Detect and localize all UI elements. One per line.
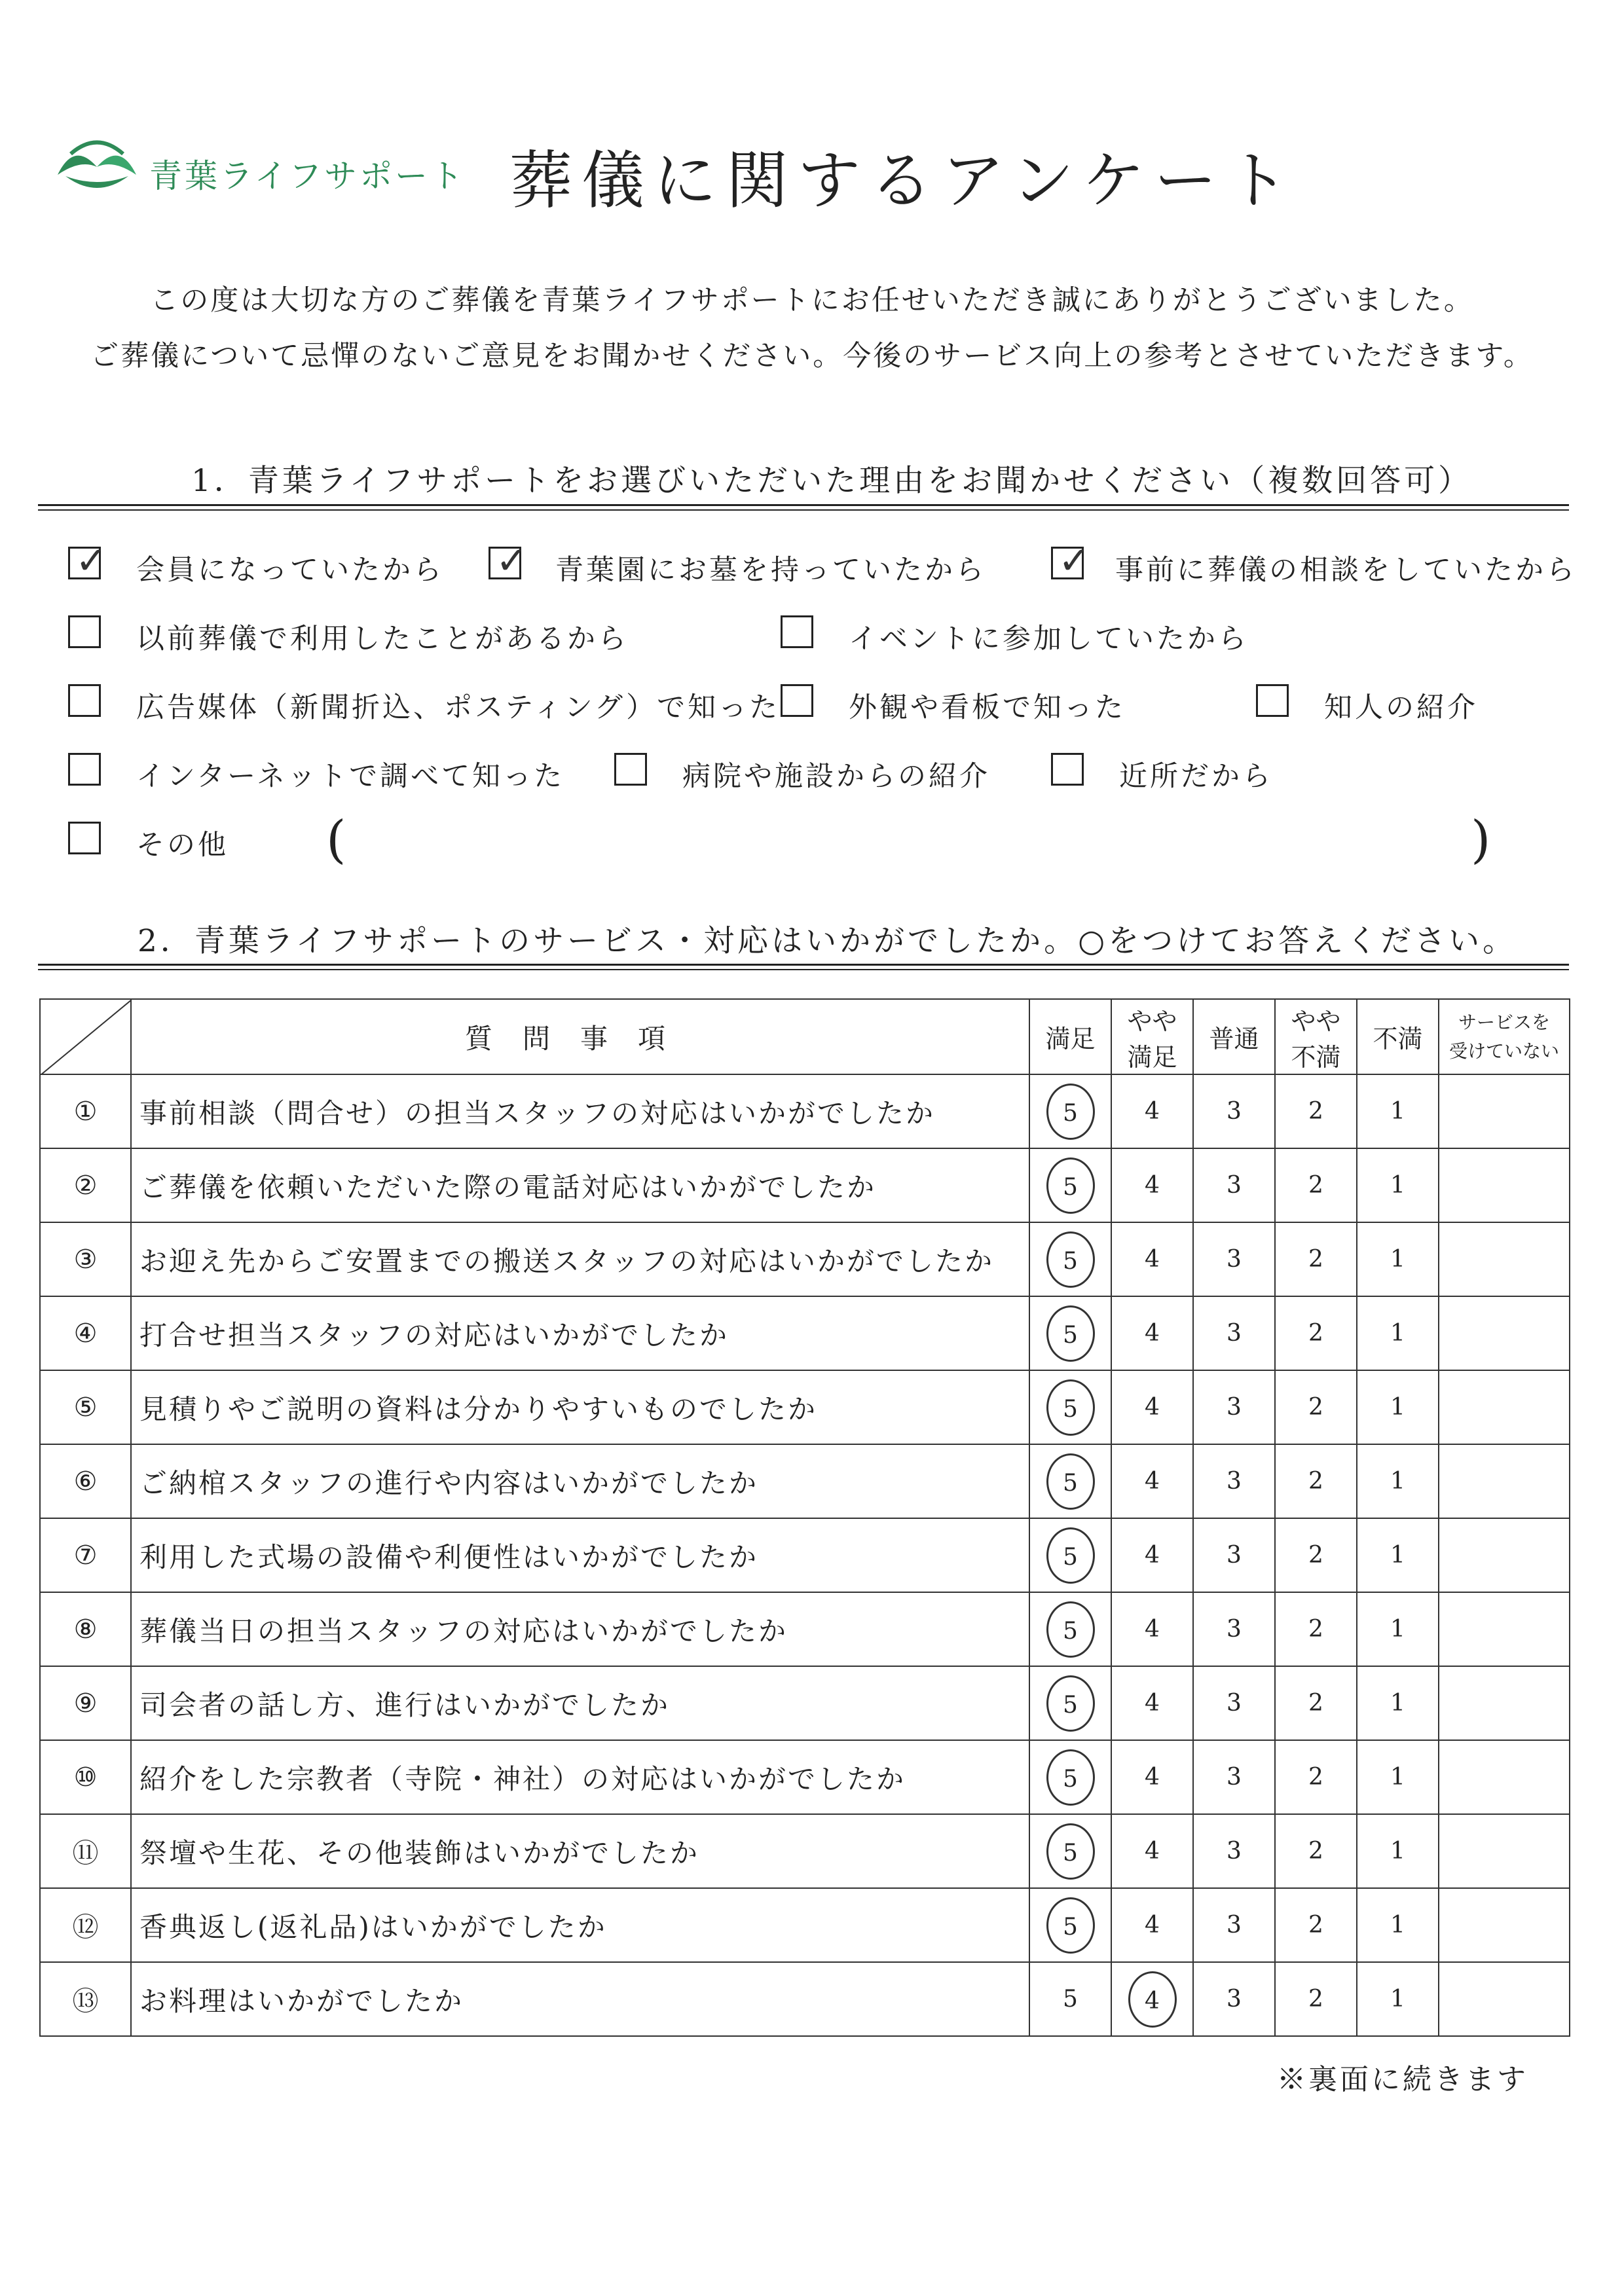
other-paren-close: ): [1471, 811, 1491, 869]
not-received-cell[interactable]: [1439, 1370, 1570, 1444]
score-option-5[interactable]: [1029, 1740, 1111, 1814]
score-value: 5: [1063, 1986, 1078, 2013]
score-option-1[interactable]: [1357, 1888, 1439, 1962]
option-label: インターネットで調べて知った: [136, 760, 565, 793]
leaf-logo-icon: [51, 134, 143, 206]
brand-logo: [51, 134, 464, 206]
section-1-divider: [38, 504, 1569, 511]
intro-line-1: この度は大切な方のご葬儀を青葉ライフサポートにお任せいただき誠にありがとうございました。: [150, 284, 1474, 317]
score-value: 1: [1390, 1394, 1405, 1421]
question-text: 利用した式場の設備や利便性はいかがでしたか: [131, 1518, 1029, 1592]
score-option-1[interactable]: [1357, 1370, 1439, 1444]
score-value: 3: [1227, 1616, 1242, 1643]
not-received-cell[interactable]: [1439, 1888, 1570, 1962]
question-text: ご葬儀を依頼いただいた際の電話対応はいかがでしたか: [131, 1148, 1029, 1222]
score-option-1[interactable]: [1357, 1592, 1439, 1666]
table-row: [40, 1370, 1570, 1444]
selected-score-circle: 5: [1046, 1749, 1095, 1806]
selected-score-circle: 5: [1046, 1379, 1095, 1436]
header-somewhat-satisfied: [1111, 999, 1193, 1074]
score-value: 4: [1145, 1246, 1160, 1273]
header-not-received: [1439, 999, 1570, 1074]
table-row: [40, 1074, 1570, 1148]
header-satisfied: 満足: [1029, 999, 1111, 1074]
checkbox[interactable]: [68, 538, 107, 583]
score-option-5[interactable]: [1029, 1592, 1111, 1666]
table-row: [40, 1148, 1570, 1222]
score-option-5[interactable]: [1029, 1222, 1111, 1296]
score-value: 4: [1145, 1098, 1160, 1125]
score-value: 1: [1390, 1320, 1405, 1347]
score-value: 1: [1390, 1764, 1405, 1791]
question-text: 紹介をした宗教者（寺院・神社）の対応はいかがでしたか: [131, 1740, 1029, 1814]
score-value: 2: [1308, 1912, 1323, 1939]
row-number: ③: [40, 1222, 131, 1296]
score-value: 1: [1390, 1616, 1405, 1643]
score-option-4[interactable]: [1111, 1666, 1193, 1740]
score-value: 2: [1308, 1542, 1323, 1569]
score-option-3[interactable]: [1193, 1518, 1275, 1592]
survey-body: [40, 1074, 1570, 2036]
score-value: 3: [1227, 1986, 1242, 2013]
score-value: 1: [1390, 1986, 1405, 2013]
score-option-1[interactable]: [1357, 1222, 1439, 1296]
checkbox[interactable]: [68, 822, 101, 854]
check-mark-icon: ✓: [1058, 538, 1090, 583]
score-option-3[interactable]: [1193, 1814, 1275, 1888]
score-option-3[interactable]: [1193, 1148, 1275, 1222]
row-number: ④: [40, 1296, 131, 1370]
score-option-4[interactable]: [1111, 1296, 1193, 1370]
score-option-2[interactable]: [1275, 1962, 1357, 2036]
score-value: 4: [1145, 1616, 1160, 1643]
not-received-cell[interactable]: [1439, 1740, 1570, 1814]
score-value: 3: [1227, 1838, 1242, 1865]
selected-score-circle: 5: [1046, 1675, 1095, 1732]
option-label: 以前葬儀で利用したことがあるから: [136, 623, 629, 655]
header-line: サービスを: [1458, 1011, 1550, 1033]
diagonal-line: [41, 1000, 131, 1074]
score-value: 1: [1390, 1098, 1405, 1125]
selected-score-circle: 5: [1046, 1897, 1095, 1954]
header-line: 受けていない: [1449, 1040, 1559, 1062]
score-value: 1: [1390, 1172, 1405, 1199]
row-number: ⑩: [40, 1740, 131, 1814]
table-row: [40, 1888, 1570, 1962]
score-option-4[interactable]: [1111, 1962, 1193, 2036]
not-received-cell[interactable]: [1439, 1666, 1570, 1740]
score-option-1[interactable]: [1357, 1518, 1439, 1592]
score-value: 2: [1308, 1246, 1323, 1273]
score-option-5[interactable]: [1029, 1444, 1111, 1518]
table-row: [40, 1666, 1570, 1740]
checkbox[interactable]: [781, 615, 813, 648]
selected-score-circle: 5: [1046, 1084, 1095, 1140]
row-number: ⑬: [40, 1962, 131, 2036]
option-label: 外観や看板で知った: [849, 691, 1126, 724]
check-mark-icon: ✓: [496, 538, 528, 583]
score-option-1[interactable]: [1357, 1148, 1439, 1222]
row-number: ⑨: [40, 1666, 131, 1740]
option-label: 会員になっていたから: [136, 554, 444, 587]
row-number: ⑥: [40, 1444, 131, 1518]
score-value: 3: [1227, 1246, 1242, 1273]
checkbox[interactable]: [1051, 753, 1084, 786]
score-option-1[interactable]: [1357, 1740, 1439, 1814]
score-value: 2: [1308, 1468, 1323, 1495]
score-option-1[interactable]: [1357, 1074, 1439, 1148]
header-line: 不満: [1291, 1042, 1341, 1072]
score-value: 2: [1308, 1172, 1323, 1199]
selected-score-circle: 5: [1046, 1157, 1095, 1214]
score-option-5[interactable]: [1029, 1296, 1111, 1370]
score-value: 1: [1390, 1542, 1405, 1569]
question-text: お迎え先からご安置までの搬送スタッフの対応はいかがでしたか: [131, 1222, 1029, 1296]
corner-cell: [40, 999, 131, 1074]
score-option-3[interactable]: [1193, 1592, 1275, 1666]
brand-name: 青葉ライフサポート: [149, 157, 466, 195]
question-text: 司会者の話し方、進行はいかがでしたか: [131, 1666, 1029, 1740]
not-received-cell[interactable]: [1439, 1444, 1570, 1518]
table-row: [40, 1222, 1570, 1296]
score-option-1[interactable]: [1357, 1296, 1439, 1370]
score-option-4[interactable]: [1111, 1222, 1193, 1296]
row-number: ②: [40, 1148, 131, 1222]
score-option-3[interactable]: [1193, 1074, 1275, 1148]
score-option-4[interactable]: [1111, 1074, 1193, 1148]
header-somewhat-dissatisfied: [1275, 999, 1357, 1074]
page-title: 葬儀に関するアンケート: [509, 144, 1299, 217]
not-received-cell[interactable]: [1439, 1592, 1570, 1666]
option-label: 事前に葬儀の相談をしていたから: [1115, 554, 1577, 587]
selected-score-circle: 5: [1046, 1601, 1095, 1658]
table-row: [40, 1296, 1570, 1370]
row-number: ⑧: [40, 1592, 131, 1666]
selected-score-circle: 5: [1046, 1305, 1095, 1362]
table-row: [40, 1814, 1570, 1888]
score-value: 3: [1227, 1394, 1242, 1421]
not-received-cell[interactable]: [1439, 1518, 1570, 1592]
score-option-5[interactable]: [1029, 1888, 1111, 1962]
score-option-2[interactable]: [1275, 1666, 1357, 1740]
option-label: 近所だから: [1119, 760, 1273, 793]
score-value: 4: [1145, 1172, 1160, 1199]
footnote: ※裏面に続きます: [1277, 2063, 1528, 2096]
table-row: [40, 1740, 1570, 1814]
header-dissatisfied: 不満: [1357, 999, 1439, 1074]
score-value: 4: [1145, 1690, 1160, 1717]
checkbox[interactable]: [68, 615, 101, 648]
score-value: 1: [1390, 1246, 1405, 1273]
row-number: ⑦: [40, 1518, 131, 1592]
row-number: ⑪: [40, 1814, 131, 1888]
section-2-title: 2．青葉ライフサポートのサービス・対応はいかがでしたか。○をつけてお答えください。: [138, 923, 1517, 959]
checkbox[interactable]: [489, 538, 528, 583]
score-option-4[interactable]: [1111, 1888, 1193, 1962]
table-row: [40, 1518, 1570, 1592]
score-option-2[interactable]: [1275, 1592, 1357, 1666]
score-value: 3: [1227, 1172, 1242, 1199]
score-value: 3: [1227, 1764, 1242, 1791]
score-value: 4: [1145, 1912, 1160, 1939]
score-option-2[interactable]: [1275, 1740, 1357, 1814]
table-header-row: [40, 999, 1570, 1074]
score-option-4[interactable]: [1111, 1518, 1193, 1592]
score-value: 3: [1227, 1468, 1242, 1495]
row-number: ⑤: [40, 1370, 131, 1444]
score-value: 3: [1227, 1542, 1242, 1569]
score-value: 3: [1227, 1098, 1242, 1125]
score-option-5[interactable]: [1029, 1370, 1111, 1444]
score-option-4[interactable]: [1111, 1148, 1193, 1222]
score-value: 1: [1390, 1690, 1405, 1717]
score-option-5[interactable]: [1029, 1074, 1111, 1148]
score-value: 4: [1145, 1468, 1160, 1495]
score-option-3[interactable]: [1193, 1962, 1275, 2036]
not-received-cell[interactable]: [1439, 1962, 1570, 2036]
score-option-3[interactable]: [1193, 1370, 1275, 1444]
header-line: やや: [1127, 1006, 1177, 1036]
question-text: お料理はいかがでしたか: [131, 1962, 1029, 2036]
table-row: [40, 1444, 1570, 1518]
option-label: 広告媒体（新聞折込、ポスティング）で知った: [136, 691, 781, 724]
score-value: 2: [1308, 1616, 1323, 1643]
score-option-5[interactable]: [1029, 1814, 1111, 1888]
option-label: 青葉園にお墓を持っていたから: [555, 554, 986, 587]
score-value: 1: [1390, 1468, 1405, 1495]
score-value: 3: [1227, 1912, 1242, 1939]
not-received-cell[interactable]: [1439, 1296, 1570, 1370]
satisfaction-table: [39, 998, 1570, 2037]
score-option-2[interactable]: [1275, 1444, 1357, 1518]
other-text-field[interactable]: [354, 822, 1460, 861]
selected-score-circle: 4: [1128, 1971, 1177, 2028]
score-option-3[interactable]: [1193, 1296, 1275, 1370]
score-value: 4: [1145, 1394, 1160, 1421]
selected-score-circle: 5: [1046, 1823, 1095, 1880]
not-received-cell[interactable]: [1439, 1222, 1570, 1296]
option-label: イベントに参加していたから: [849, 623, 1249, 655]
score-option-2[interactable]: [1275, 1518, 1357, 1592]
intro-line-2: ご葬儀について忌憚のないご意見をお聞かせください。今後のサービス向上の参考とさせていただきます。: [90, 340, 1534, 373]
checkbox[interactable]: [68, 684, 101, 717]
score-option-4[interactable]: [1111, 1370, 1193, 1444]
check-mark-icon: ✓: [75, 538, 107, 583]
option-label: その他: [136, 829, 229, 862]
question-text: ご納棺スタッフの進行や内容はいかがでしたか: [131, 1444, 1029, 1518]
score-option-2[interactable]: [1275, 1814, 1357, 1888]
score-option-3[interactable]: [1193, 1740, 1275, 1814]
score-value: 1: [1390, 1912, 1405, 1939]
checkbox[interactable]: [781, 684, 813, 717]
row-number: ⑫: [40, 1888, 131, 1962]
score-option-4[interactable]: [1111, 1444, 1193, 1518]
score-value: 2: [1308, 1764, 1323, 1791]
selected-score-circle: 5: [1046, 1231, 1095, 1288]
score-option-1[interactable]: [1357, 1962, 1439, 2036]
score-value: 2: [1308, 1986, 1323, 2013]
section-1-title: 1．青葉ライフサポートをお選びいただいた理由をお聞かせください（複数回答可）: [191, 463, 1473, 499]
score-value: 4: [1145, 1764, 1160, 1791]
score-option-5[interactable]: [1029, 1518, 1111, 1592]
question-text: 祭壇や生花、その他装飾はいかがでしたか: [131, 1814, 1029, 1888]
question-text: 香典返し(返礼品)はいかがでしたか: [131, 1888, 1029, 1962]
option-label: 病院や施設からの紹介: [682, 760, 990, 793]
score-value: 3: [1227, 1320, 1242, 1347]
question-text: 見積りやご説明の資料は分かりやすいものでしたか: [131, 1370, 1029, 1444]
row-number: ①: [40, 1074, 131, 1148]
question-text: 事前相談（問合せ）の担当スタッフの対応はいかがでしたか: [131, 1074, 1029, 1148]
score-value: 2: [1308, 1394, 1323, 1421]
score-option-3[interactable]: [1193, 1444, 1275, 1518]
score-value: 4: [1145, 1838, 1160, 1865]
score-value: 3: [1227, 1690, 1242, 1717]
score-value: 2: [1308, 1098, 1323, 1125]
score-option-2[interactable]: [1275, 1074, 1357, 1148]
question-text: 葬儀当日の担当スタッフの対応はいかがでしたか: [131, 1592, 1029, 1666]
score-option-4[interactable]: [1111, 1814, 1193, 1888]
option-label: 知人の紹介: [1324, 691, 1478, 724]
header-question: 質問事項: [131, 999, 1029, 1074]
not-received-cell[interactable]: [1439, 1148, 1570, 1222]
other-paren-open: (: [326, 811, 346, 869]
not-received-cell[interactable]: [1439, 1074, 1570, 1148]
score-value: 2: [1308, 1690, 1323, 1717]
score-option-2[interactable]: [1275, 1370, 1357, 1444]
checkbox[interactable]: [1051, 538, 1090, 583]
score-option-4[interactable]: [1111, 1592, 1193, 1666]
score-value: 4: [1145, 1542, 1160, 1569]
checkbox[interactable]: [1256, 684, 1289, 717]
section-2-divider: [38, 964, 1569, 970]
header-neutral: 普通: [1193, 999, 1275, 1074]
selected-score-circle: 5: [1046, 1527, 1095, 1584]
table-row: [40, 1962, 1570, 2036]
question-text: 打合せ担当スタッフの対応はいかがでしたか: [131, 1296, 1029, 1370]
score-option-2[interactable]: [1275, 1148, 1357, 1222]
score-option-3[interactable]: [1193, 1888, 1275, 1962]
score-option-4[interactable]: [1111, 1740, 1193, 1814]
score-option-5[interactable]: [1029, 1666, 1111, 1740]
checkbox[interactable]: [614, 753, 647, 786]
score-option-3[interactable]: [1193, 1222, 1275, 1296]
selected-score-circle: 5: [1046, 1453, 1095, 1510]
score-option-2[interactable]: [1275, 1888, 1357, 1962]
score-value: 4: [1145, 1320, 1160, 1347]
checkbox[interactable]: [68, 753, 101, 786]
score-value: 2: [1308, 1838, 1323, 1865]
score-option-5[interactable]: [1029, 1148, 1111, 1222]
score-option-1[interactable]: [1357, 1444, 1439, 1518]
header-line: 満足: [1127, 1042, 1177, 1072]
score-option-5[interactable]: [1029, 1962, 1111, 2036]
score-value: 2: [1308, 1320, 1323, 1347]
score-option-2[interactable]: [1275, 1222, 1357, 1296]
header-line: やや: [1291, 1006, 1341, 1036]
score-option-1[interactable]: [1357, 1666, 1439, 1740]
score-option-2[interactable]: [1275, 1296, 1357, 1370]
table-row: [40, 1592, 1570, 1666]
score-option-3[interactable]: [1193, 1666, 1275, 1740]
score-value: 1: [1390, 1838, 1405, 1865]
score-option-1[interactable]: [1357, 1814, 1439, 1888]
not-received-cell[interactable]: [1439, 1814, 1570, 1888]
